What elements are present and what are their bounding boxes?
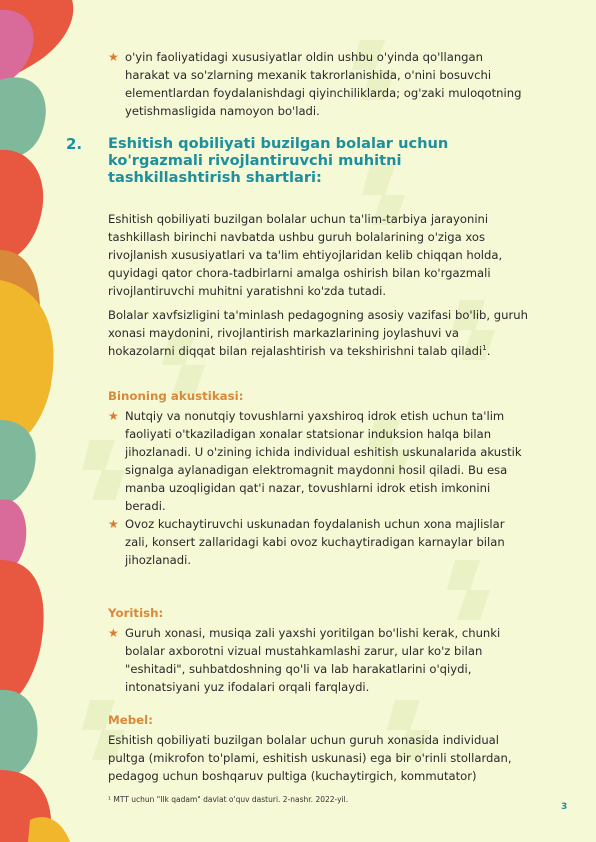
acoustics-bullet-2-text: Ovoz kuchaytiruvchi uskunadan foydalanish uchun xona majlislar zali, konsert zallaridagi kabi ovoz kuchaytiradigan karnaylar bilan jihozlanadi. [125,517,505,567]
acoustics-heading: Binoning akustikasi: [108,389,244,403]
acoustics-bullet-1-text: Nutqiy va nonutqiy tovushlarni yaxshiroq idrok etish uchun ta'lim faoliyati o'tkaziladigan xonalar statsionar induksion halqa bilan jihozlanadi. U o'zining ichida individual eshitish uskunalarida akustik signalga aylanadigan elektromagnit maydonni hosil qiladi. Bu esa manba uzoqligidan qat'i nazar, tovushlarni idrok etish imkonini beradi. [125,409,522,513]
paragraph-1: Eshitish qobiliyati buzilgan bolalar uchun ta'lim-tarbiya jarayonini tashkillash birinchi navbatda ushbu guruh bolalarining o'ziga xos rivojlanish xususiyatlari va ta'lim ehtiyojlaridan kelib chiqqan holda, quyidagi qator chora-tadbirlarni amalga oshirish bilan ko'rgazmali rivojlantiruvchi muhitni yaratishni ko'zda tutadi. [108,212,503,298]
star-icon: ★ [108,517,119,531]
lighting-bullet-1-text: Guruh xonasi, musiqa zali yaxshi yoritilgan bo'lishi kerak, chunki bolalar axborotni vizual mustahkamlashi zarur, ular ko'z bilan "eshitadi", suhbatdoshning qo'li va lab harakatlarini o'qiydi, intonatsiyani yuz ifodalari orqali farqlaydi. [125,626,501,694]
section-title: Eshitish qobiliyati buzilgan bolalar uchun ko'rgazmali rivojlantiruvchi muhitni tashkillashtirish shartlari: [108,135,449,186]
lighting-bullet-1 [108,624,528,696]
furniture-heading: Mebel: [108,713,153,727]
furniture-text: Eshitish qobiliyati buzilgan bolalar uchun guruh xonasida individual pultga (mikrofon to'plami, eshitish uskunasi) ega bir o'rinli stollardan, pedagog uchun boshqaruv pultiga (kuchaytirgich, kommutator) [108,733,512,783]
footnote: ¹ MTT uchun "Ilk qadam" davlat o'quv dasturi. 2-nashr. 2022-yil. [108,795,349,804]
paragraph-2 [108,306,528,360]
section-number: 2. [66,135,83,153]
acoustics-bullet-1 [108,407,528,515]
intro-bullet-text: o'yin faoliyatidagi xususiyatlar oldin ushbu o'yinda qo'llangan harakat va so'zlarning mexanik takrorlanishida, o'nini bosuvchi elementlardan foydalanishdagi qiyinchiliklarda; og'zaki muloqotning yetishmasligida namoyon bo'ladi. [125,50,522,118]
star-icon: ★ [108,626,119,640]
star-icon: ★ [108,409,119,423]
paragraph-2-text: Bolalar xavfsizligini ta'minlash pedagogning asosiy vazifasi bo'lib, guruh xonasi maydonini, rivojlantirish markazlarining joylashuvi va hokazolarni diqqat bilan rejalashtirish va tekshirishni talab qiladi [108,308,528,358]
footnote-reference: 1 [482,344,487,353]
star-icon: ★ [108,50,119,64]
paragraph-2-end: . [486,344,491,358]
acoustics-bullet-2 [108,515,528,569]
lighting-heading: Yoritish: [108,606,164,620]
page-number: 3 [561,802,568,812]
intro-bullet [108,48,528,120]
